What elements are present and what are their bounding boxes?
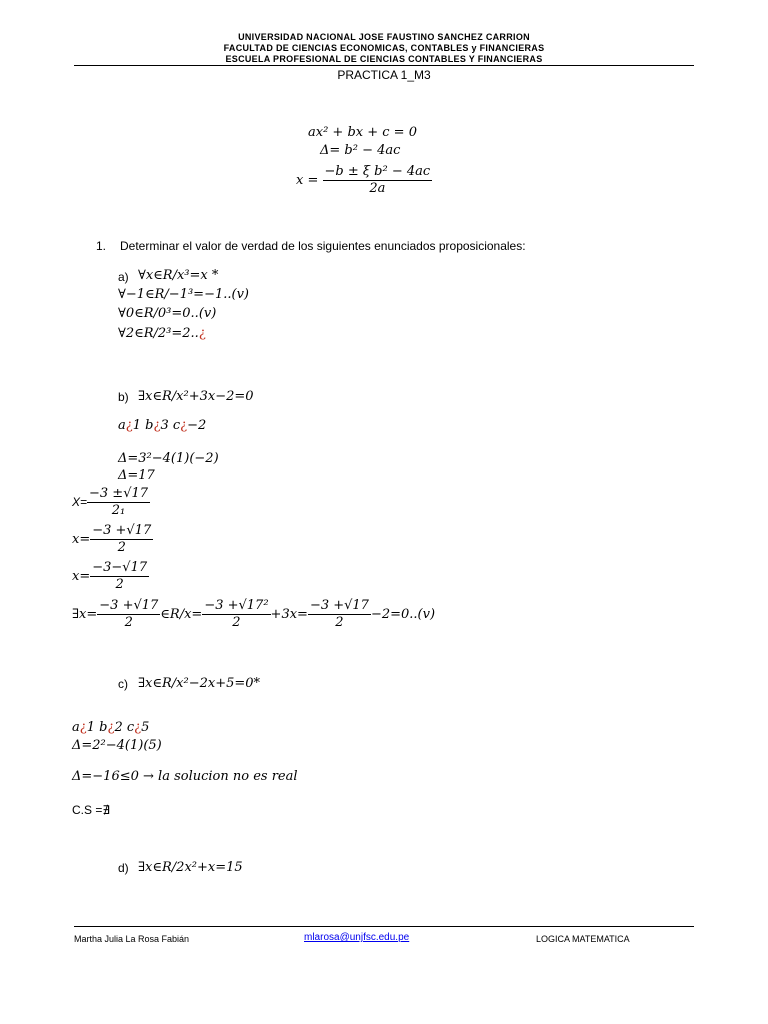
part-c-coefficients <box>72 720 149 735</box>
question-number: 1. <box>96 239 107 253</box>
x3-lhs: x= <box>72 569 91 584</box>
part-c-solution-set: C.S =∄ <box>72 803 110 817</box>
coef-c: 2 c <box>114 720 135 735</box>
coef-c: 3 c <box>160 418 181 433</box>
inv-q: ¿ <box>153 418 161 433</box>
x1-fraction <box>87 486 150 519</box>
ver-frac-3-den: 2 <box>335 615 344 630</box>
part-c-delta-1: Δ=2²−4(1)(5) <box>72 738 162 753</box>
part-d-statement: ∃x∈R/2x²+x=15 <box>138 860 243 875</box>
coef-end: 5 <box>141 720 150 735</box>
part-c-label: c) <box>118 677 128 691</box>
school-name: ESCUELA PROFESIONAL DE CIENCIAS CONTABLES Y FINANCIERAS <box>225 54 543 64</box>
footer-rule <box>74 926 694 927</box>
x2-fraction <box>90 523 153 556</box>
part-a-inverted-question: ¿ <box>198 326 206 341</box>
part-c-statement: ∃x∈R/x²−2x+5=0* <box>138 676 261 691</box>
x2-denominator: 2 <box>117 540 126 555</box>
question-text: Determinar el valor de verdad de los siguientes enunciados proposicionales: <box>120 239 526 253</box>
inv-q: ¿ <box>125 418 133 433</box>
part-b-verification <box>72 598 435 631</box>
coef-b: 1 b <box>132 418 154 433</box>
part-b-x-minus <box>72 560 149 593</box>
inv-q: ¿ <box>180 418 188 433</box>
ver-frac-2 <box>202 598 270 631</box>
quadratic-fraction <box>323 164 433 197</box>
ver-frac-1-num: −3 +√17 <box>99 598 159 613</box>
part-b-statement: ∃x∈R/x²+3x−2=0 <box>138 389 254 404</box>
part-a-label: a) <box>118 270 129 284</box>
footer-course: LOGICA MATEMATICA <box>536 934 630 944</box>
part-b-coefficients <box>118 418 206 433</box>
faculty-name: FACULTAD DE CIENCIAS ECONOMICAS, CONTABLES y FINANCIERAS <box>223 43 545 53</box>
x2-numerator: −3 +√17 <box>92 523 152 538</box>
coef-b: 1 b <box>86 720 108 735</box>
ver-frac-3 <box>308 598 371 631</box>
part-a-line-3: ∀0∈R/0³=0..(v) <box>118 306 217 321</box>
header-rule <box>74 65 694 66</box>
x3-fraction <box>90 560 149 593</box>
part-a-line-4-text: ∀2∈R/2³=2.. <box>118 326 199 341</box>
footer-email-link[interactable]: mlarosa@unjfsc.edu.pe <box>304 932 410 943</box>
x2-lhs: x= <box>72 532 91 547</box>
x3-denominator: 2 <box>115 577 124 592</box>
part-c-delta-2: Δ=−16≤0 → la solucion no es real <box>72 769 298 784</box>
part-d-label: d) <box>118 861 129 875</box>
quadratic-formula <box>296 164 432 197</box>
inv-q: ¿ <box>134 720 142 735</box>
inv-q: ¿ <box>107 720 115 735</box>
ver-frac-1 <box>97 598 160 631</box>
ver-in-r: ∈R/x= <box>160 607 203 622</box>
part-b-x-general <box>72 486 150 519</box>
x3-numerator: −3−√17 <box>92 560 148 575</box>
x1-lhs: X= <box>72 495 88 509</box>
coef-a: a <box>118 418 126 433</box>
part-b-delta-1: Δ=3²−4(1)(−2) <box>118 451 219 466</box>
part-a-line-1: ∀x∈R/x³=x * <box>138 268 219 283</box>
ver-exists: ∃x= <box>72 607 98 622</box>
part-a-line-2: ∀−1∈R/−1³=−1..(v) <box>118 287 249 302</box>
x-lhs: x = <box>296 173 319 188</box>
x1-numerator: −3 ±√17 <box>89 486 149 501</box>
ver-frac-2-den: 2 <box>232 615 241 630</box>
part-a-line-4 <box>118 326 206 341</box>
inv-q: ¿ <box>79 720 87 735</box>
delta-formula: Δ= b² − 4ac <box>320 143 401 158</box>
quadratic-equation: ax² + bx + c = 0 <box>308 125 417 140</box>
coef-a: a <box>72 720 80 735</box>
part-b-delta-2: Δ=17 <box>118 468 155 483</box>
part-b-x-plus <box>72 523 153 556</box>
x1-denominator: 2₁ <box>111 503 126 518</box>
footer-author: Martha Julia La Rosa Fabián <box>74 934 190 944</box>
ver-plus-3x: +3x= <box>270 607 308 622</box>
part-b-label: b) <box>118 390 129 404</box>
ver-frac-3-num: −3 +√17 <box>309 598 369 613</box>
document-title: PRACTICA 1_M3 <box>337 68 431 82</box>
quadratic-numerator: −b ± ξ b² − 4ac <box>324 164 431 179</box>
ver-result: −2=0..(v) <box>370 607 436 622</box>
coef-end: −2 <box>187 418 207 433</box>
ver-frac-2-num: −3 +√17² <box>204 598 269 613</box>
ver-frac-1-den: 2 <box>124 615 133 630</box>
university-name: UNIVERSIDAD NACIONAL JOSE FAUSTINO SANCHEZ CARRION <box>238 32 530 42</box>
quadratic-denominator: 2a <box>369 181 386 196</box>
